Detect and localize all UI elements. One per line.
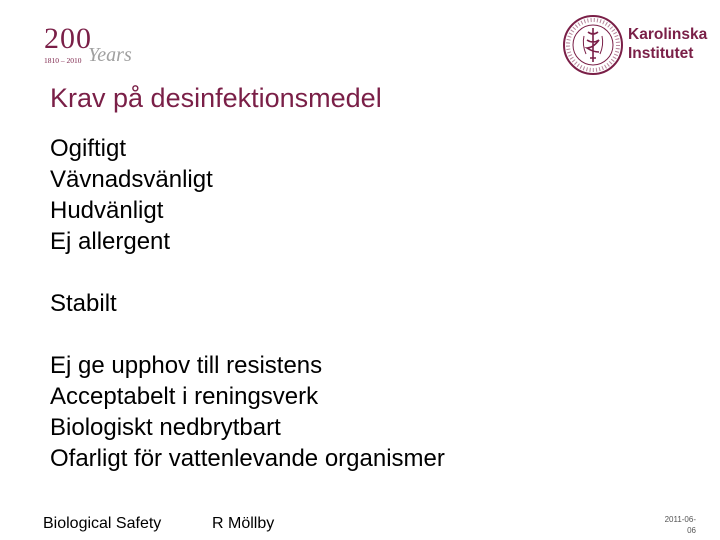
slide-title: Krav på desinfektionsmedel [50,83,382,113]
list-item: Ej allergent [50,228,171,255]
list-item: Acceptabelt i reningsverk [50,383,319,410]
slide-content [50,133,690,474]
karolinska-logo [562,14,712,74]
anniversary-number: 200 [44,22,92,55]
spacer [50,319,690,350]
karolinska-seal-icon [562,14,624,76]
footer-author: R Möllby [212,515,275,532]
list-item: Biologiskt nedbrytbart [50,414,281,441]
anniversary-range: 1810 – 2010 [44,56,82,65]
footer-date [648,514,696,536]
list-item: Ogiftigt [50,135,127,162]
anniversary-years: Years [88,44,132,66]
spacer [50,257,690,288]
list-item: Ofarligt för vattenlevande organismer [50,445,445,472]
anniversary-200-logo [44,22,154,68]
list-item: Vävnadsvänligt [50,166,213,193]
list-item: Hudvänligt [50,197,164,224]
karolinska-wordmark [628,25,707,63]
footer-date-line2: 06 [687,526,696,535]
list-item: Stabilt [50,290,117,317]
footer-date-line1: 2011-06- [664,515,696,524]
list-item: Ej ge upphov till resistens [50,352,323,379]
ki-line2: Institutet [628,45,694,62]
ki-line1: Karolinska [628,26,708,43]
footer-course: Biological Safety [43,515,162,532]
